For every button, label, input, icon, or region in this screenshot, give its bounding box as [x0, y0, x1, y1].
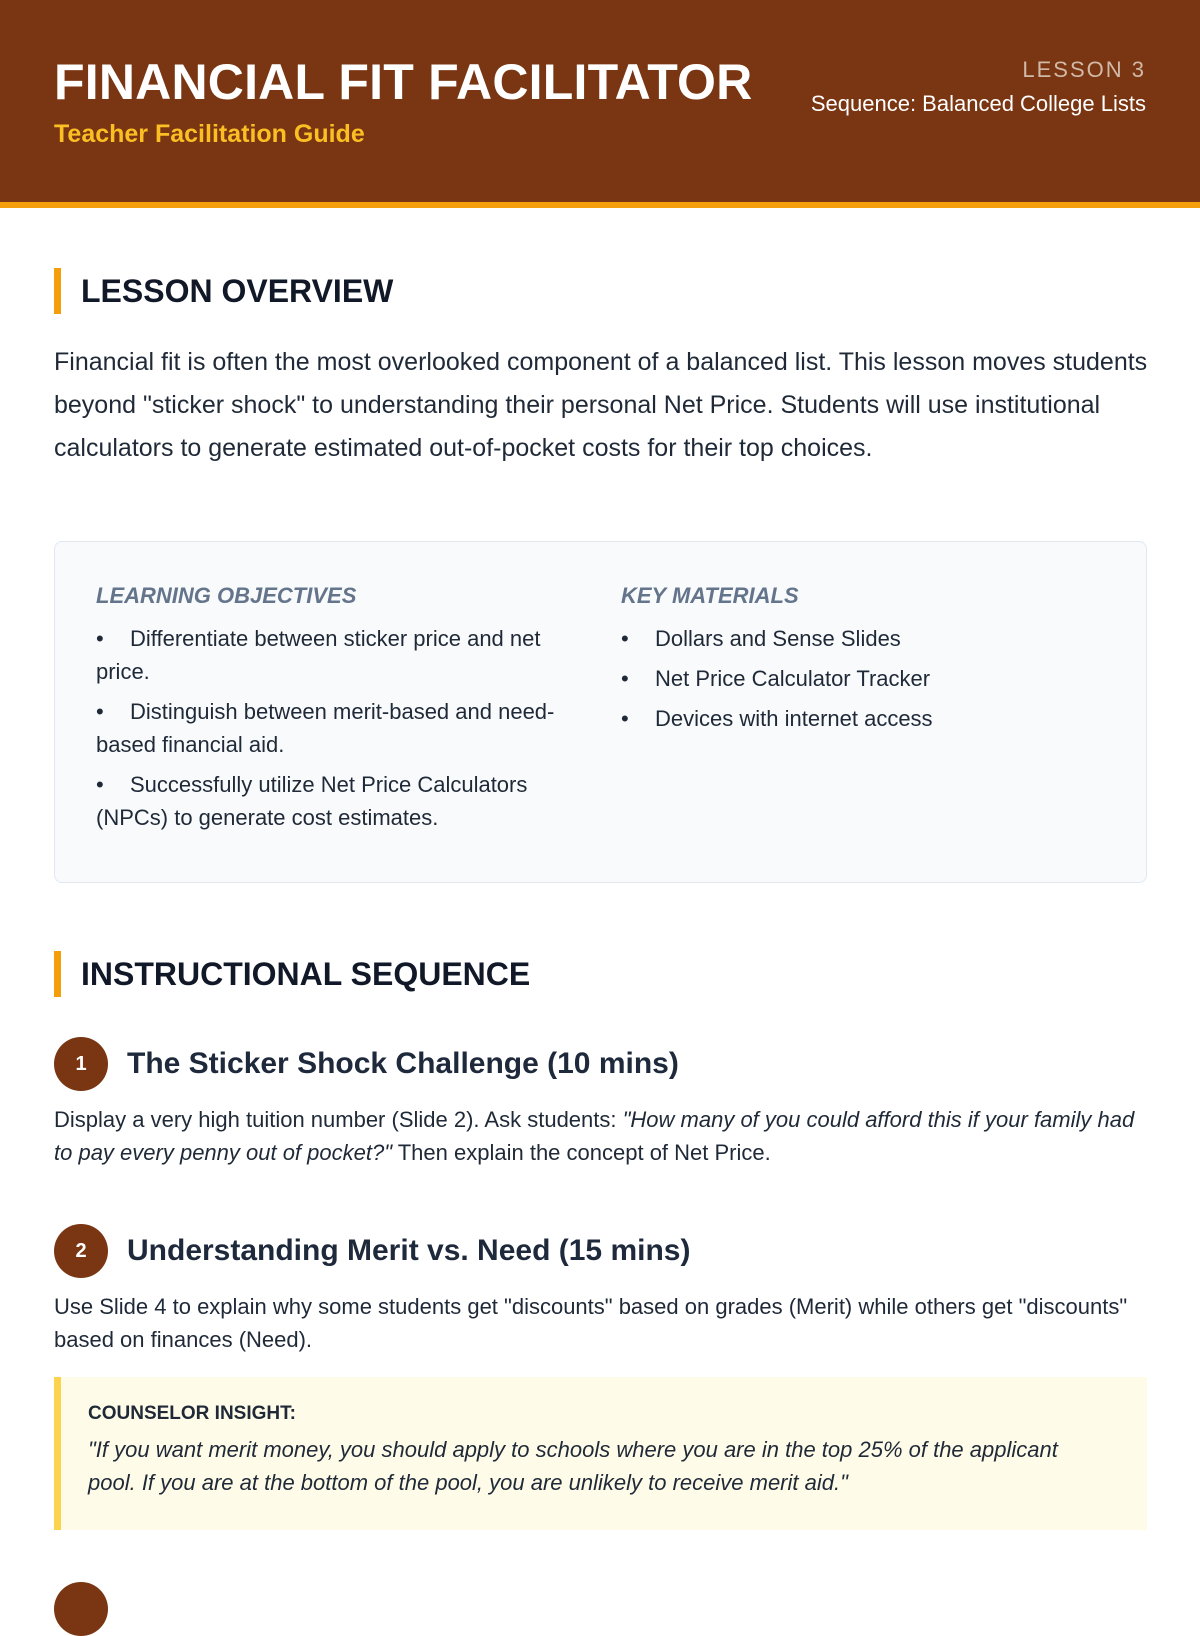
material-text: Dollars and Sense Slides	[655, 626, 901, 651]
objective-text: Distinguish between merit-based and need-based financial aid.	[96, 699, 555, 757]
bullet-icon: •	[96, 772, 104, 797]
page-header	[0, 0, 1200, 208]
list-item	[96, 768, 566, 834]
sequence-label: Sequence: Balanced College Lists	[810, 91, 1146, 116]
list-item	[621, 622, 1101, 655]
step-desc-quote: "How many of you could afford this if your family had to pay every penny out of pocket?"	[54, 1107, 1135, 1165]
insight-label: COUNSELOR INSIGHT:	[88, 1403, 296, 1424]
material-text: Net Price Calculator Tracker	[655, 666, 931, 691]
step-number-badge: 1	[54, 1037, 108, 1091]
list-item	[96, 622, 566, 688]
bullet-icon: •	[96, 699, 104, 724]
bullet-icon: •	[96, 626, 104, 651]
overview-heading: LESSON OVERVIEW	[54, 268, 393, 314]
bullet-icon: •	[621, 666, 629, 691]
step-number-badge: 2	[54, 1224, 108, 1278]
objectives-materials-box	[54, 541, 1147, 883]
header-subtitle: Teacher Facilitation Guide	[54, 120, 365, 148]
step-description	[54, 1103, 1154, 1169]
overview-text: Financial fit is often the most overlooked component of a balanced list. This lesson moves students beyond "sticker shock" to understanding their personal Net Price. Students will use institutional calculators to generate estimated out-of-pocket costs for their top choices.	[54, 348, 1148, 462]
objectives-list	[96, 622, 566, 834]
insight-quote: "If you want merit money, you should apply to schools where you are in the top 25% of the applicant pool. If you are at the bottom of the pool, you are unlikely to receive merit aid."	[88, 1437, 1058, 1495]
objective-text: Differentiate between sticker price and net price.	[96, 626, 541, 684]
step-number-badge	[54, 1582, 108, 1636]
step-desc-text: Display a very high tuition number (Slide 2). Ask students:	[54, 1107, 623, 1132]
header-title: FINANCIAL FIT FACILITATOR	[54, 54, 753, 110]
counselor-insight-callout	[54, 1377, 1147, 1530]
material-text: Devices with internet access	[655, 706, 933, 731]
step-title: The Sticker Shock Challenge (10 mins)	[127, 1047, 679, 1080]
list-item	[621, 662, 1101, 695]
materials-list	[621, 622, 1101, 735]
lesson-number: LESSON 3	[1022, 57, 1146, 82]
materials-heading: KEY MATERIALS	[621, 583, 799, 608]
objectives-column	[96, 582, 566, 841]
bullet-icon: •	[621, 626, 629, 651]
objective-text: Successfully utilize Net Price Calculators (NPCs) to generate cost estimates.	[96, 772, 528, 830]
step-desc-text: Then explain the concept of Net Price.	[392, 1140, 771, 1165]
sequence-heading: INSTRUCTIONAL SEQUENCE	[54, 951, 530, 997]
step-description: Use Slide 4 to explain why some students get "discounts" based on grades (Merit) while others get "discounts" based on finances (Need).	[54, 1294, 1128, 1352]
step-title: Understanding Merit vs. Need (15 mins)	[127, 1234, 691, 1267]
list-item	[621, 702, 1101, 735]
list-item	[96, 695, 566, 761]
bullet-icon: •	[621, 706, 629, 731]
materials-column	[621, 582, 1101, 742]
objectives-heading: LEARNING OBJECTIVES	[96, 583, 357, 608]
